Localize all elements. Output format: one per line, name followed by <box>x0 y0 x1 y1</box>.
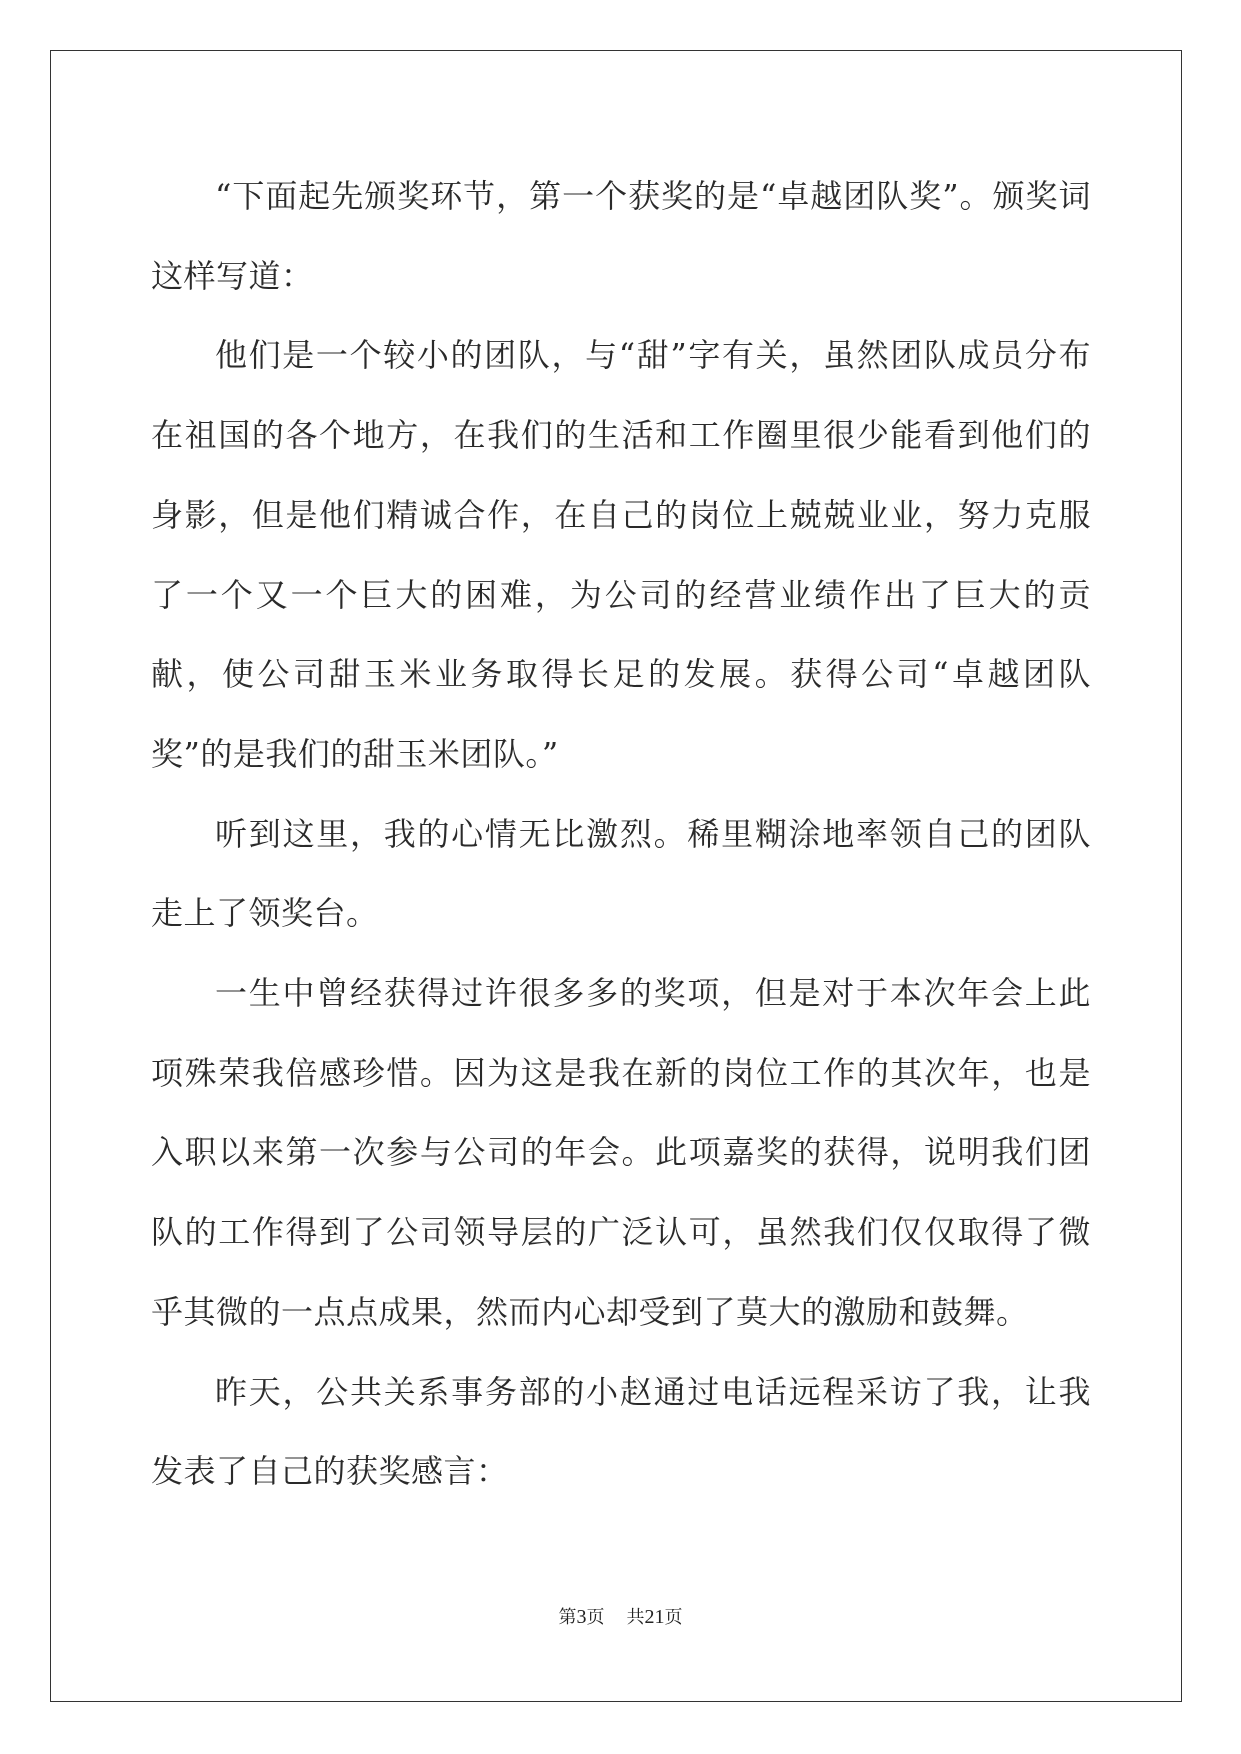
page-suffix: 页 <box>586 1607 605 1628</box>
paragraph-2: 他们是一个较小的团队，与“甜”字有关，虽然团队成员分布在祖国的各个地方，在我们的生活和工作圈里很少能看到他们的身影，但是他们精诚合作，在自己的岗位上兢兢业业，努力克服了一个又一个巨大的困难，为公司的经营业绩作出了巨大的贡献，使公司甜玉米业务取得长足的发展。获得公司“卓越团队奖”的是我们的甜玉米团队。” <box>151 336 1091 773</box>
page-prefix: 第 <box>558 1607 577 1628</box>
paragraph-1: “下面起先颁奖环节，第一个获奖的是“卓越团队奖”。颁奖词这样写道： <box>151 177 1091 295</box>
page-number: 3 <box>576 1606 587 1628</box>
page-footer <box>0 1605 1241 1630</box>
total-pages: 21 <box>644 1606 665 1628</box>
document-body <box>151 157 1091 1512</box>
paragraph-4: 一生中曾经获得过许很多多的奖项，但是对于本次年会上此项殊荣我倍感珍惜。因为这是我在新的岗位工作的其次年，也是入职以来第一次参与公司的年会。此项嘉奖的获得，说明我们团队的工作得到了公司领导层的广泛认可，虽然我们仅仅取得了微乎其微的一点点成果，然而内心却受到了莫大的激励和鼓舞。 <box>151 974 1091 1331</box>
total-prefix: 共 <box>626 1607 645 1628</box>
total-suffix: 页 <box>664 1607 683 1628</box>
paragraph-5: 昨天，公共关系事务部的小赵通过电话远程采访了我，让我发表了自己的获奖感言： <box>151 1372 1091 1491</box>
paragraph-3: 听到这里，我的心情无比激烈。稀里糊涂地率领自己的团队走上了领奖台。 <box>151 814 1091 933</box>
